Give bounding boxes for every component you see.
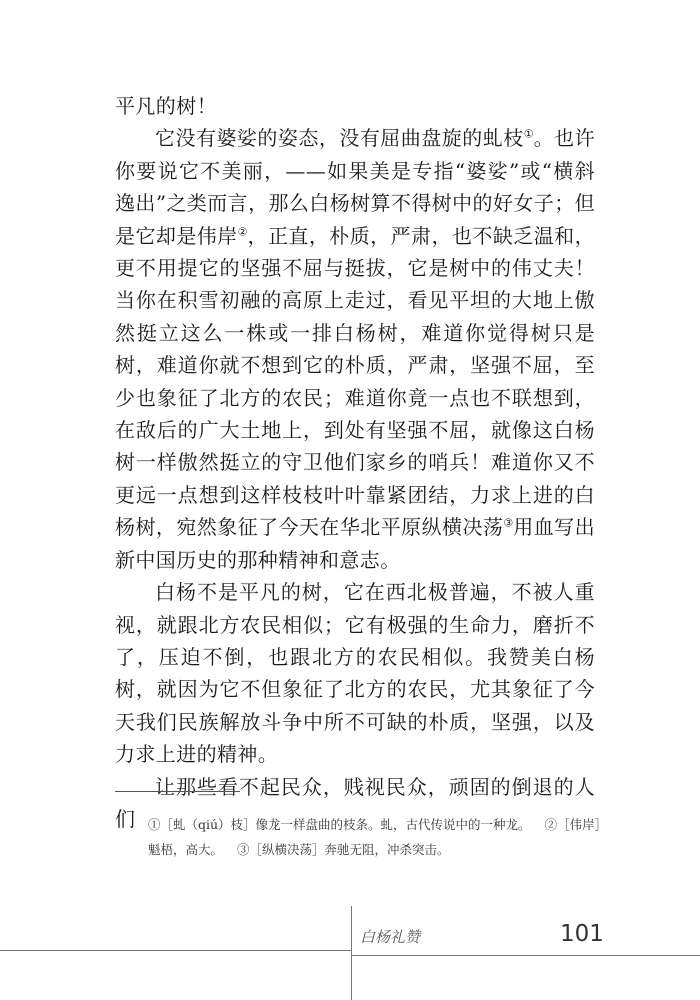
footnote-divider [115,791,240,792]
paragraph [115,122,595,576]
footnote-marker: ③ [503,516,514,530]
footnote-marker: ② [237,224,248,238]
paragraph-text: 。也许你要说它不美丽，——如果美是专指“婆娑”或“横斜逸出”之类而言，那么白杨树算不得树中的好女子；但是它却是伟岸 [115,126,596,248]
paragraph-text: 平凡的树！ [115,94,217,118]
paragraph-text: 白杨不是平凡的树，它在西北极普遍，不被人重视，就跟北方农民相似；它有极强的生命力，磨折不了，压迫不倒，也跟北方的农民相似。我赞美白杨树，就因为它不但象征了北方的农民，尤其象征了今天我们民族解放斗争中所不可缺的朴质，坚强，以及力求上进的精神。 [115,580,595,767]
footnote: ③［纵横决荡］奔驰无阻，冲杀突击。 [237,842,450,857]
footnote: ②［伟岸］魁梧，高大。 [148,817,601,857]
footer-rule-left [0,950,351,951]
paragraph-text: 用血写出新中国历史的那种精神和意志。 [115,515,595,572]
footer-vertical-rule [351,906,352,1000]
footnotes [148,812,603,862]
paragraph-text: ，正直，朴质，严肃，也不缺乏温和，更不用提它的坚强不屈与挺拔，它是树中的伟丈夫！当你在积雪初融的高原上走过，看见平坦的大地上傲然挺立这么一株或一排白杨树，难道你觉得树只是树，难道你就不想到它的朴质，严肃，坚强不屈，至少也象征了北方的农民；难道你竟一点也不联想到，在敌后的广大土地上，到处有坚强不屈，就像这白杨树一样傲然挺立的守卫他们家乡的哨兵！难道你又不更远一点想到这样枝枝叶叶靠紧团结，力求上进的白杨树，宛然象征了今天在华北平原纵横决荡 [115,223,595,540]
paragraph [115,576,595,770]
page-number: 101 [560,921,604,947]
paragraph [115,90,595,122]
footnote: ①［虬（qiú）枝］像龙一样盘曲的枝条。虬，古代传说中的一种龙。 [148,817,531,832]
footer-rule-right [351,955,700,956]
paragraph-text: 让那些看不起民众，贱视民众，顽固的倒退的人们 [115,774,595,831]
paragraph-text: 它没有婆娑的姿态，没有屈曲盘旋的虬枝 [155,126,524,151]
running-title: 白杨礼赞 [360,928,421,946]
body-text [115,90,595,835]
footnote-marker: ① [523,127,534,141]
